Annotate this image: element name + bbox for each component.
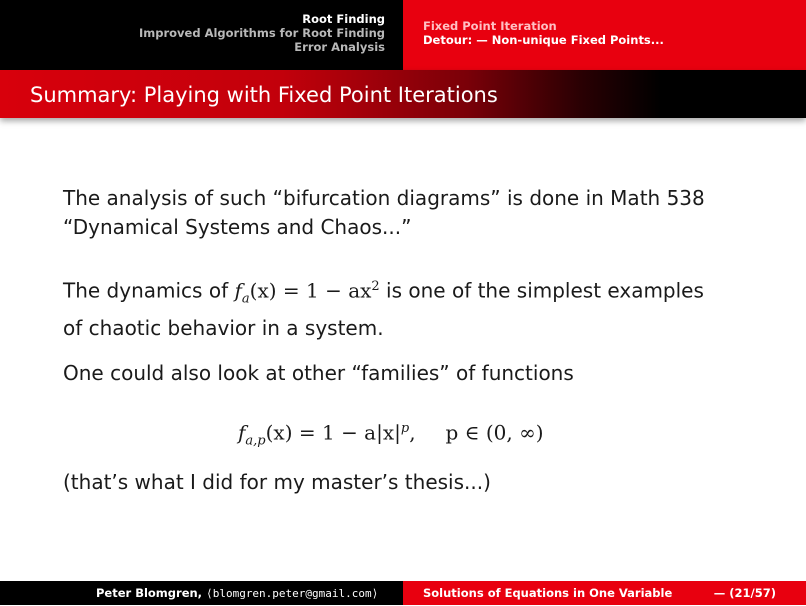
paragraph-families: One could also look at other “families” of functions	[63, 361, 574, 385]
paragraph-dynamics	[63, 272, 704, 343]
family-equation	[238, 414, 544, 456]
footer-page-number: — (21/57)	[713, 586, 776, 600]
nav-section-error-analysis[interactable]: Error Analysis	[294, 40, 385, 54]
dynamics-func-body: (x) = 1 − ax	[249, 278, 372, 303]
dynamics-func-sub: a	[241, 291, 250, 307]
footer	[0, 581, 806, 605]
footer-author: Peter Blomgren,	[96, 586, 203, 600]
nav-subsection-fixed-point-iteration[interactable]: Fixed Point Iteration	[423, 19, 557, 33]
dynamics-text-after: is one of the simplest examples	[379, 278, 704, 303]
subsection-nav	[403, 0, 806, 70]
equation-exponent: p	[400, 421, 410, 436]
equation-func-sub: a,p	[245, 433, 266, 449]
paragraph-dynamics-line-1	[63, 272, 704, 314]
nav-header	[0, 0, 806, 70]
footer-author-block	[0, 581, 403, 605]
nav-section-improved-algorithms[interactable]: Improved Algorithms for Root Finding	[138, 26, 385, 40]
frame-title-bar	[0, 70, 806, 118]
footer-title-block	[403, 581, 806, 605]
paragraph-bifurcation-line-1: The analysis of such “bifurcation diagrams” is done in Math 538	[63, 186, 705, 210]
dynamics-func: f	[234, 278, 242, 303]
equation-func: f	[238, 420, 246, 445]
dynamics-text-before: The dynamics of	[63, 278, 235, 303]
footer-email[interactable]: ⟨blomgren.peter@gmail.com⟩	[206, 587, 379, 600]
section-nav	[0, 0, 403, 70]
paragraph-bifurcation	[63, 184, 705, 242]
paragraph-bifurcation-line-2: “Dynamical Systems and Chaos...”	[63, 215, 412, 239]
nav-subsection-detour[interactable]: Detour: — Non-unique Fixed Points...	[423, 33, 664, 47]
equation-condition: p ∈ (0, ∞)	[445, 420, 544, 445]
nav-section-root-finding[interactable]: Root Finding	[302, 12, 385, 26]
paragraph-dynamics-line-2: of chaotic behavior in a system.	[63, 315, 384, 340]
equation-separator: ,	[409, 420, 416, 445]
equation-body: (x) = 1 − a|x|	[265, 420, 401, 445]
dynamics-func-exponent: 2	[371, 279, 380, 294]
paragraph-thesis: (that’s what I did for my master’s thesis...)	[63, 470, 491, 494]
frame-title: Summary: Playing with Fixed Point Iterations	[30, 83, 498, 107]
footer-talk-title[interactable]: Solutions of Equations in One Variable	[423, 586, 673, 600]
